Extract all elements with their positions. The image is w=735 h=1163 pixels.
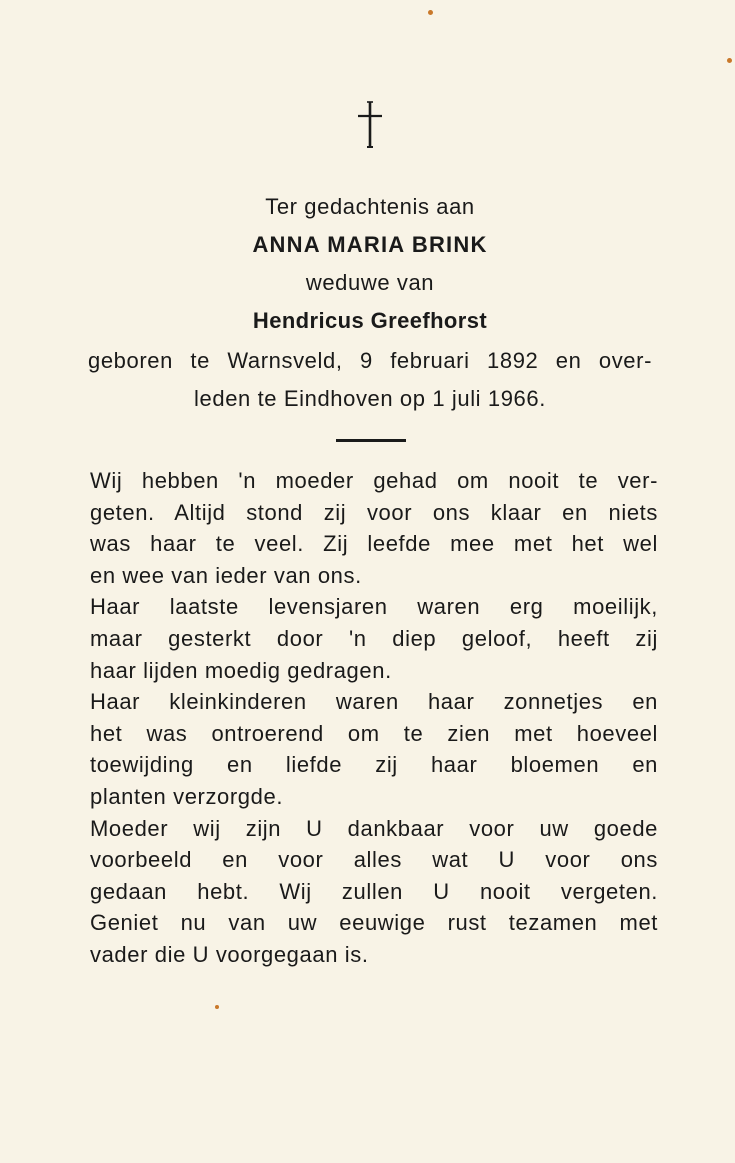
text-line: vader die U voorgegaan is. — [90, 941, 369, 967]
husband-name: Hendricus Greefhorst — [252, 308, 488, 333]
text-line: Moeder wij zijn U dankbaar voor uw goede — [90, 815, 658, 841]
intro-text: Ter gedachtenis aan — [265, 194, 475, 219]
text-line: voorbeeld en voor alles wat U voor ons — [90, 847, 658, 873]
birth-death-line-2: leden te Eindhoven op 1 juli 1966. — [194, 386, 546, 411]
text-line: Geniet nu van uw eeuwige rust tezamen met — [90, 910, 658, 936]
cross-icon — [355, 100, 385, 150]
text-line: toewijding en liefde zij haar bloemen en — [90, 752, 658, 778]
text-line: haar lijden moedig gedragen. — [90, 657, 392, 683]
text-line: geten. Altijd stond zij voor ons klaar en niets — [90, 499, 658, 525]
paper-speck — [428, 10, 433, 15]
deceased-name: ANNA MARIA BRINK — [252, 232, 488, 257]
text-line: Haar laatste levensjaren waren erg moeilijk, — [90, 594, 658, 620]
text-line: Wij hebben 'n moeder gehad om nooit te ver- — [90, 468, 658, 493]
paper-speck — [215, 1005, 219, 1009]
divider-rule — [336, 439, 406, 442]
text-line: Haar kleinkinderen waren haar zonnetjes en — [90, 689, 658, 715]
card-header — [80, 188, 660, 418]
paper-speck — [727, 58, 732, 63]
memorial-text — [90, 465, 658, 971]
text-line: en wee van ieder van ons. — [90, 562, 362, 588]
text-line: het was ontroerend om te zien met hoeveel — [90, 720, 658, 746]
text-line: was haar te veel. Zij leefde mee met het wel — [90, 531, 658, 557]
birth-death-line-1: geboren te Warnsveld, 9 februari 1892 en over- — [88, 348, 652, 373]
text-line: gedaan hebt. Wij zullen U nooit vergeten. — [90, 878, 658, 904]
text-line: maar gesterkt door 'n diep geloof, heeft zij — [90, 625, 658, 651]
text-line: planten verzorgde. — [90, 783, 284, 809]
relation-text: weduwe van — [305, 270, 435, 295]
